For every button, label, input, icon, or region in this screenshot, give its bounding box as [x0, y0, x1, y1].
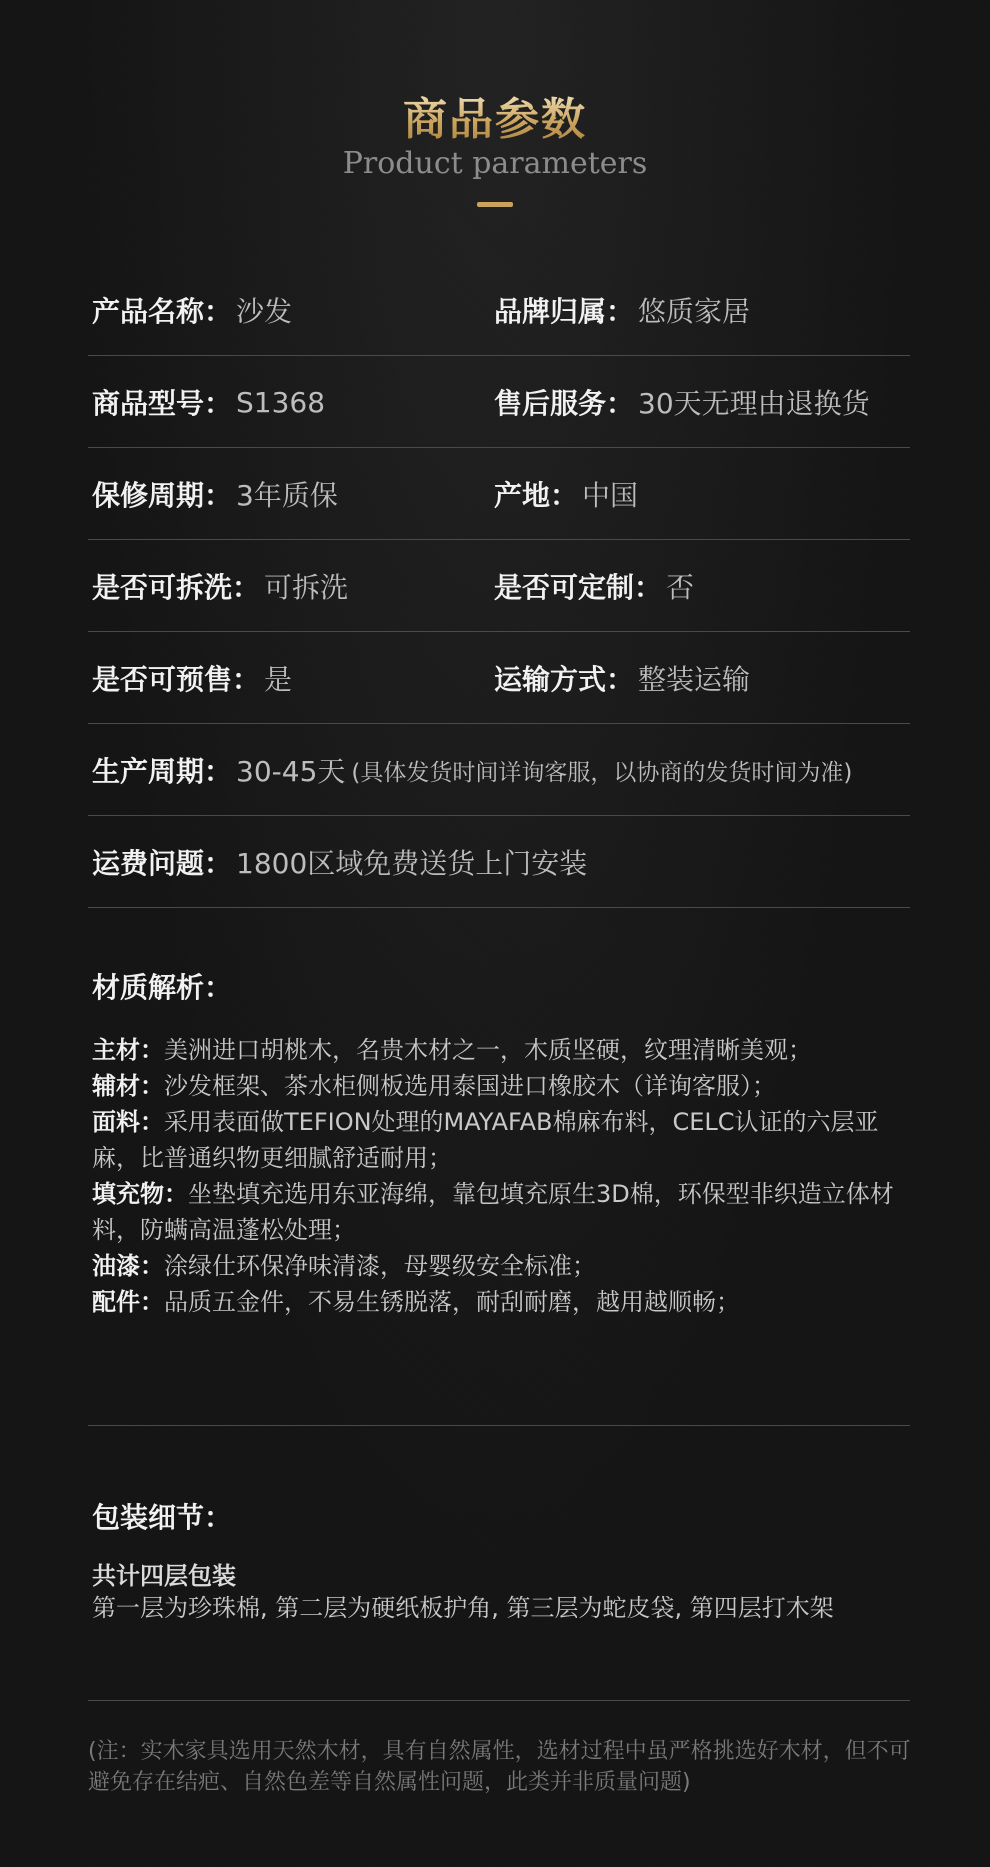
- material-text: 涂绿仕环保净味清漆，母婴级安全标准；: [164, 1252, 596, 1280]
- param-label: 商品型号：: [92, 387, 233, 420]
- param-value: S1368: [236, 385, 326, 419]
- param-label: 是否可定制：: [494, 571, 663, 604]
- param-label: 保修周期：: [92, 479, 233, 512]
- material-key: 填充物：: [92, 1180, 188, 1208]
- param-label: 售后服务：: [494, 387, 635, 420]
- param-label: 品牌归属：: [494, 295, 635, 328]
- param-value: 否: [666, 571, 695, 604]
- material-filling: [92, 1176, 922, 1248]
- param-presale: [92, 632, 292, 724]
- material-key: 油漆：: [92, 1252, 164, 1280]
- param-row: [88, 264, 910, 356]
- packaging-summary: 共计四层包装: [92, 1562, 236, 1590]
- param-value: 可拆洗: [264, 571, 349, 604]
- param-washable: [92, 540, 348, 632]
- page-title: 商品参数: [0, 92, 990, 148]
- param-value: 是: [264, 663, 293, 696]
- param-product-name: [92, 264, 292, 356]
- material-main: [92, 1032, 922, 1068]
- param-label: 运费问题：: [92, 847, 233, 880]
- section-divider: [88, 1425, 910, 1426]
- param-value: 3年质保: [236, 479, 338, 512]
- material-fabric: [92, 1104, 922, 1176]
- param-note: (具体发货时间详询客服，以协商的发货时间为准): [351, 759, 853, 786]
- material-text: 品质五金件，不易生锈脱落，耐刮耐磨，越用越顺畅；: [164, 1288, 740, 1316]
- material-key: 面料：: [92, 1108, 164, 1136]
- param-label: 产地：: [494, 479, 579, 512]
- param-origin: [494, 448, 638, 540]
- param-value: 整装运输: [638, 663, 751, 696]
- param-row: [88, 448, 910, 540]
- page-subtitle: Product parameters: [342, 146, 648, 181]
- param-brand: [494, 264, 750, 356]
- param-label: 运输方式：: [494, 663, 635, 696]
- param-warranty: [92, 448, 338, 540]
- param-label: 是否可拆洗：: [92, 571, 261, 604]
- packaging-title: 包装细节：: [92, 1501, 233, 1534]
- param-row: [88, 356, 910, 448]
- param-value: 30-45天: [236, 755, 346, 788]
- param-after-sales: [494, 356, 870, 448]
- param-label: 是否可预售：: [92, 663, 261, 696]
- page-header: [0, 92, 990, 207]
- material-key: 辅材：: [92, 1072, 164, 1100]
- material-paint: [92, 1248, 922, 1284]
- materials-list: [92, 1032, 922, 1320]
- material-text: 坐垫填充选用东亚海绵，靠包填充原生3D棉，环保型非织造立体材料，防螨高温蓬松处理；: [92, 1180, 894, 1244]
- param-shipping-fee: [92, 816, 587, 908]
- material-key: 配件：: [92, 1288, 164, 1316]
- param-production-cycle: [92, 724, 852, 816]
- materials-title: 材质解析：: [92, 971, 233, 1004]
- param-row: [88, 540, 910, 632]
- packaging-detail: 第一层为珍珠棉, 第二层为硬纸板护角, 第三层为蛇皮袋, 第四层打木架: [92, 1594, 834, 1622]
- param-label: 产品名称：: [92, 295, 233, 328]
- material-text: 采用表面做TEFION处理的MAYAFAB棉麻布料，CELC认证的六层亚麻，比普通织物更细腻舒适耐用；: [92, 1108, 879, 1172]
- packaging-section: [92, 1498, 922, 1624]
- packaging-body: [92, 1560, 922, 1624]
- param-shipping-method: [494, 632, 750, 724]
- param-model: [92, 356, 325, 448]
- material-parts: [92, 1284, 922, 1320]
- material-key: 主材：: [92, 1036, 164, 1064]
- material-text: 美洲进口胡桃木，名贵木材之一，木质坚硬，纹理清晰美观；: [164, 1036, 812, 1064]
- materials-section: [92, 968, 922, 1320]
- param-value: 中国: [582, 479, 639, 512]
- material-aux: [92, 1068, 922, 1104]
- param-label: 生产周期：: [92, 755, 233, 788]
- title-underline: [477, 202, 513, 207]
- param-value: 1800区域免费送货上门安装: [236, 847, 588, 880]
- param-row: [88, 632, 910, 724]
- param-value: 悠质家居: [638, 295, 751, 328]
- section-divider: [88, 1700, 910, 1701]
- material-text: 沙发框架、茶水柜侧板选用泰国进口橡胶木（详询客服）；: [164, 1072, 776, 1100]
- param-customizable: [494, 540, 694, 632]
- parameter-table: [88, 264, 910, 908]
- disclaimer-note: (注：实木家具选用天然木材，具有自然属性，选材过程中虽严格挑选好木材，但不可避免存在结疤、自然色差等自然属性问题，此类并非质量问题): [88, 1739, 911, 1795]
- param-row: [88, 724, 910, 816]
- param-value: 30天无理由退换货: [638, 387, 870, 420]
- param-row: [88, 816, 910, 908]
- param-value: 沙发: [236, 295, 293, 328]
